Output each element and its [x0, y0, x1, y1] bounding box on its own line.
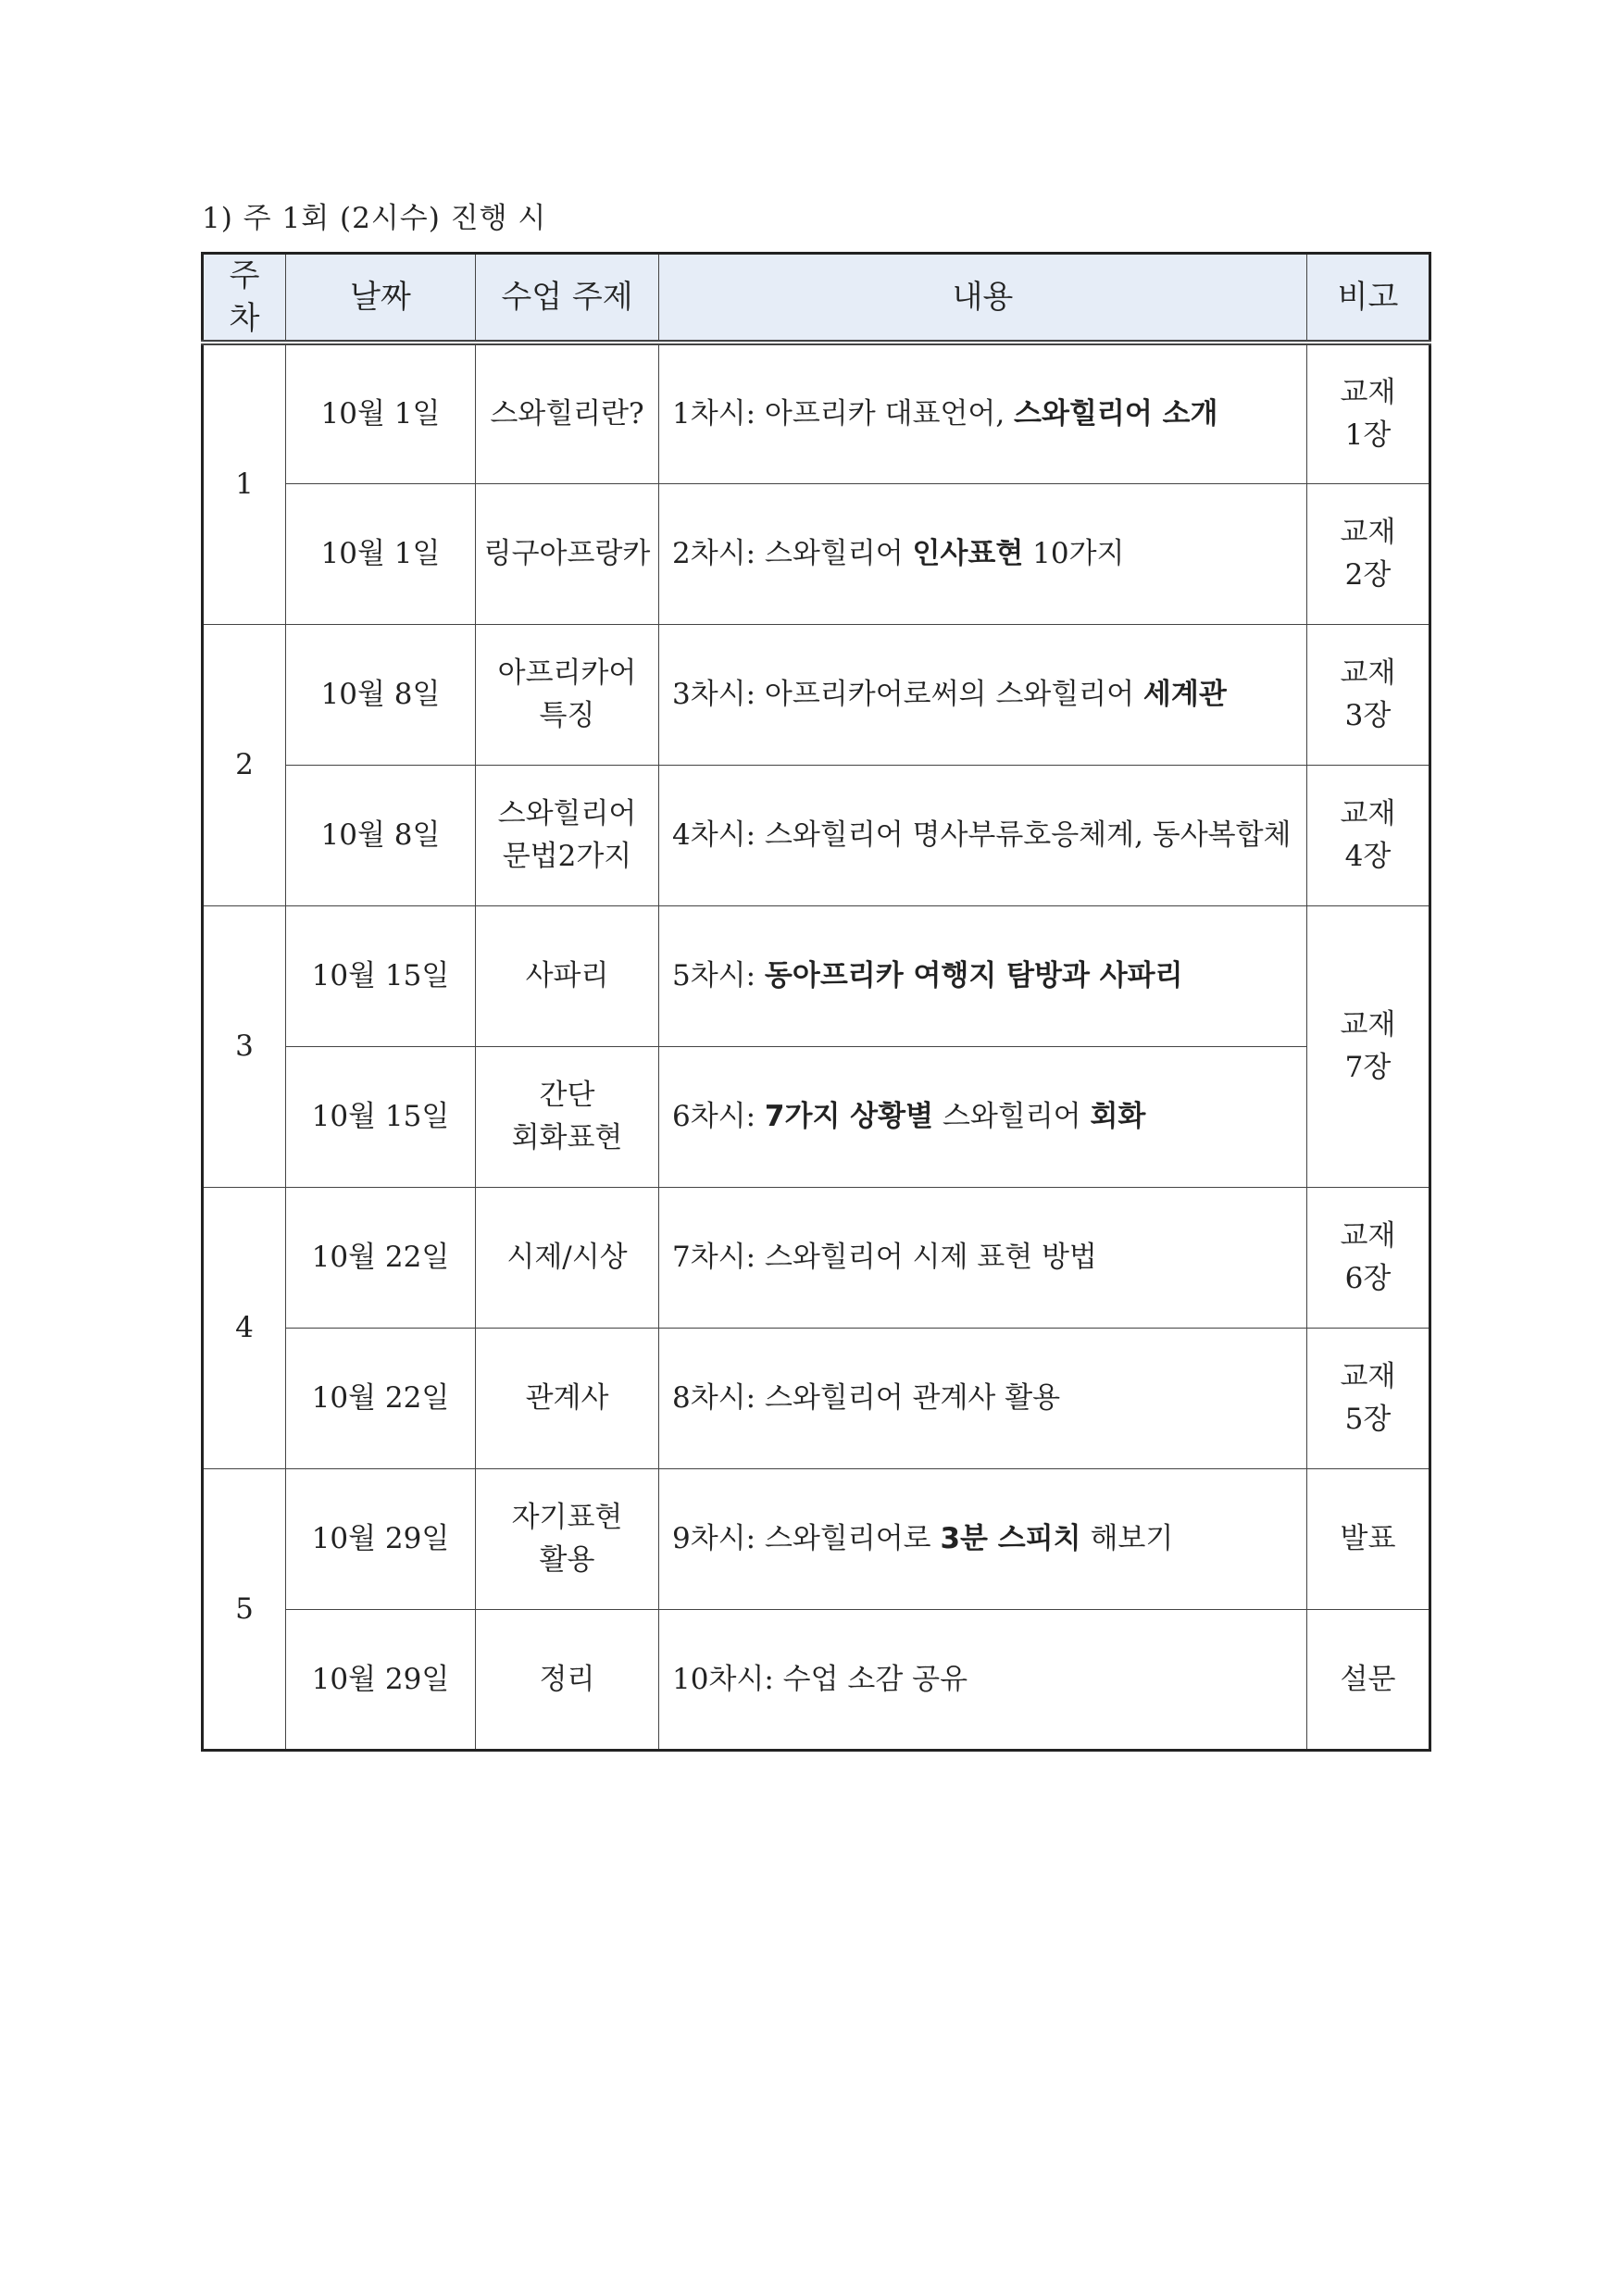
topic-cell: 간단 회화표현 — [476, 1046, 659, 1187]
topic-cell: 링구아프랑카 — [476, 483, 659, 624]
note-cell: 교재 3장 — [1307, 624, 1430, 765]
table-row — [203, 483, 1430, 624]
note-cell: 교재 4장 — [1307, 765, 1430, 905]
date-cell: 10월 1일 — [286, 483, 476, 624]
week-cell: 5 — [203, 1468, 286, 1750]
topic-cell: 자기표현 활용 — [476, 1468, 659, 1609]
topic-cell: 사파리 — [476, 905, 659, 1046]
date-cell: 10월 1일 — [286, 343, 476, 483]
note-cell: 교재 5장 — [1307, 1328, 1430, 1468]
content-cell: 2차시: 스와힐리어 인사표현 10가지 — [659, 483, 1307, 624]
content-cell: 1차시: 아프리카 대표언어, 스와힐리어 소개 — [659, 343, 1307, 483]
table-row — [203, 624, 1430, 765]
table-caption: 1) 주 1회 (2시수) 진행 시 — [202, 202, 547, 235]
week-cell: 3 — [203, 905, 286, 1187]
content-cell: 10차시: 수업 소감 공유 — [659, 1609, 1307, 1750]
topic-cell: 아프리카어 특징 — [476, 624, 659, 765]
topic-cell: 관계사 — [476, 1328, 659, 1468]
note-cell: 교재 6장 — [1307, 1187, 1430, 1328]
content-cell: 3차시: 아프리카어로써의 스와힐리어 세계관 — [659, 624, 1307, 765]
schedule-table — [201, 252, 1431, 1752]
table-row — [203, 1609, 1430, 1750]
date-cell: 10월 22일 — [286, 1187, 476, 1328]
note-cell: 발표 — [1307, 1468, 1430, 1609]
topic-cell: 스와힐리어 문법2가지 — [476, 765, 659, 905]
date-cell: 10월 29일 — [286, 1468, 476, 1609]
date-cell: 10월 15일 — [286, 905, 476, 1046]
header-row — [203, 254, 1430, 343]
table-row — [203, 343, 1430, 483]
note-cell: 교재 2장 — [1307, 483, 1430, 624]
header-week: 주 차 — [203, 254, 286, 343]
date-cell: 10월 8일 — [286, 624, 476, 765]
table-row — [203, 1046, 1430, 1187]
topic-cell: 스와힐리란? — [476, 343, 659, 483]
content-cell: 5차시: 동아프리카 여행지 탐방과 사파리 — [659, 905, 1307, 1046]
date-cell: 10월 8일 — [286, 765, 476, 905]
content-cell: 9차시: 스와힐리어로 3분 스피치 해보기 — [659, 1468, 1307, 1609]
table-row — [203, 905, 1430, 1046]
date-cell: 10월 22일 — [286, 1328, 476, 1468]
table-row — [203, 765, 1430, 905]
topic-cell: 시제/시상 — [476, 1187, 659, 1328]
note-cell: 교재 7장 — [1307, 905, 1430, 1187]
content-cell: 4차시: 스와힐리어 명사부류호응체계, 동사복합체 — [659, 765, 1307, 905]
date-cell: 10월 29일 — [286, 1609, 476, 1750]
note-cell: 설문 — [1307, 1609, 1430, 1750]
topic-cell: 정리 — [476, 1609, 659, 1750]
week-cell: 2 — [203, 624, 286, 905]
header-date: 날짜 — [286, 254, 476, 343]
table-row — [203, 1187, 1430, 1328]
header-note: 비고 — [1307, 254, 1430, 343]
content-cell: 8차시: 스와힐리어 관계사 활용 — [659, 1328, 1307, 1468]
note-cell: 교재 1장 — [1307, 343, 1430, 483]
date-cell: 10월 15일 — [286, 1046, 476, 1187]
table-row — [203, 1468, 1430, 1609]
week-cell: 1 — [203, 343, 286, 624]
header-content: 내용 — [659, 254, 1307, 343]
week-cell: 4 — [203, 1187, 286, 1468]
content-cell: 7차시: 스와힐리어 시제 표현 방법 — [659, 1187, 1307, 1328]
header-topic: 수업 주제 — [476, 254, 659, 343]
content-cell: 6차시: 7가지 상황별 스와힐리어 회화 — [659, 1046, 1307, 1187]
table-row — [203, 1328, 1430, 1468]
